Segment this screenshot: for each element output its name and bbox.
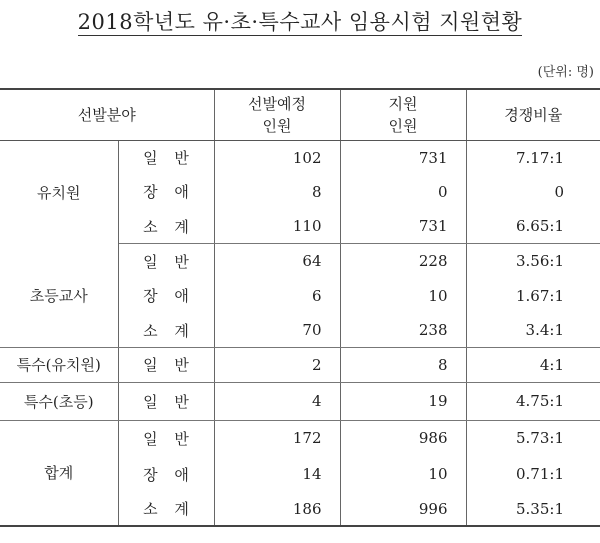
row-type: 장 애 [118, 175, 214, 210]
ratio-cell: 6.65:1 [466, 209, 600, 244]
row-type: 일 반 [118, 382, 214, 420]
ratio-cell: 1.67:1 [516, 286, 564, 305]
applied-cell: 10 [340, 456, 466, 492]
planned-cell: 14 [214, 456, 340, 492]
row-type: 일 반 [118, 244, 214, 279]
row-type: 소 계 [118, 313, 214, 348]
ratio-cell: 5.73:1 [516, 429, 564, 448]
applied-cell: 731 [340, 140, 466, 175]
table-row [0, 140, 600, 175]
page-title-text: 2018학년도 유·초·특수교사 임용시험 지원현황 [77, 10, 523, 34]
row-type: 장 애 [118, 456, 214, 492]
table-row [0, 244, 600, 279]
ratio-cell: 7.17:1 [516, 148, 564, 167]
planned-cell: 6 [214, 278, 340, 313]
planned-cell: 64 [214, 244, 340, 279]
header-row [0, 89, 600, 140]
group-name: 특수(초등) [0, 382, 118, 420]
group-name: 특수(유치원) [0, 348, 118, 383]
unit-label: (단위: 명) [537, 65, 594, 80]
table-row-total [0, 420, 600, 456]
ratio-cell: 0 [554, 182, 564, 201]
planned-cell: 4 [214, 382, 340, 420]
group-name-total: 합계 [0, 420, 118, 526]
ratio-cell: 3.56:1 [516, 252, 564, 271]
header-field: 선발분야 [0, 89, 214, 140]
row-type: 일 반 [118, 348, 214, 383]
page-title [0, 6, 600, 36]
header-planned-line2: 인원 [262, 116, 292, 135]
row-type: 소 계 [118, 492, 214, 526]
group-name: 유치원 [0, 140, 118, 244]
applied-cell: 986 [340, 420, 466, 456]
ratio-cell: 0.71:1 [516, 465, 564, 484]
header-planned-line1: 선발예정 [248, 94, 306, 113]
header-applied-line1: 지원 [388, 94, 418, 113]
ratio-cell: 3.4:1 [466, 313, 600, 348]
applied-cell: 0 [340, 175, 466, 210]
planned-cell: 8 [214, 175, 340, 210]
planned-cell: 186 [214, 492, 340, 526]
row-type: 일 반 [118, 420, 214, 456]
applied-cell: 731 [340, 209, 466, 244]
planned-cell: 110 [214, 209, 340, 244]
ratio-cell: 5.35:1 [466, 492, 600, 526]
ratio-cell: 4.75:1 [466, 382, 600, 420]
header-ratio: 경쟁비율 [466, 89, 600, 140]
applied-cell: 228 [340, 244, 466, 279]
applied-cell: 8 [340, 348, 466, 383]
planned-cell: 102 [214, 140, 340, 175]
applied-cell: 10 [340, 278, 466, 313]
row-type: 일 반 [118, 140, 214, 175]
table-row [0, 348, 600, 383]
header-applied [340, 89, 466, 140]
header-planned [214, 89, 340, 140]
table-row [0, 382, 600, 420]
header-applied-line2: 인원 [388, 116, 418, 135]
ratio-cell: 4:1 [466, 348, 600, 383]
applied-cell: 238 [340, 313, 466, 348]
planned-cell: 172 [214, 420, 340, 456]
planned-cell: 2 [214, 348, 340, 383]
recruitment-table [0, 88, 600, 527]
row-type: 소 계 [118, 209, 214, 244]
group-name: 초등교사 [0, 244, 118, 348]
applied-cell: 996 [340, 492, 466, 526]
row-type: 장 애 [118, 278, 214, 313]
planned-cell: 70 [214, 313, 340, 348]
applied-cell: 19 [340, 382, 466, 420]
